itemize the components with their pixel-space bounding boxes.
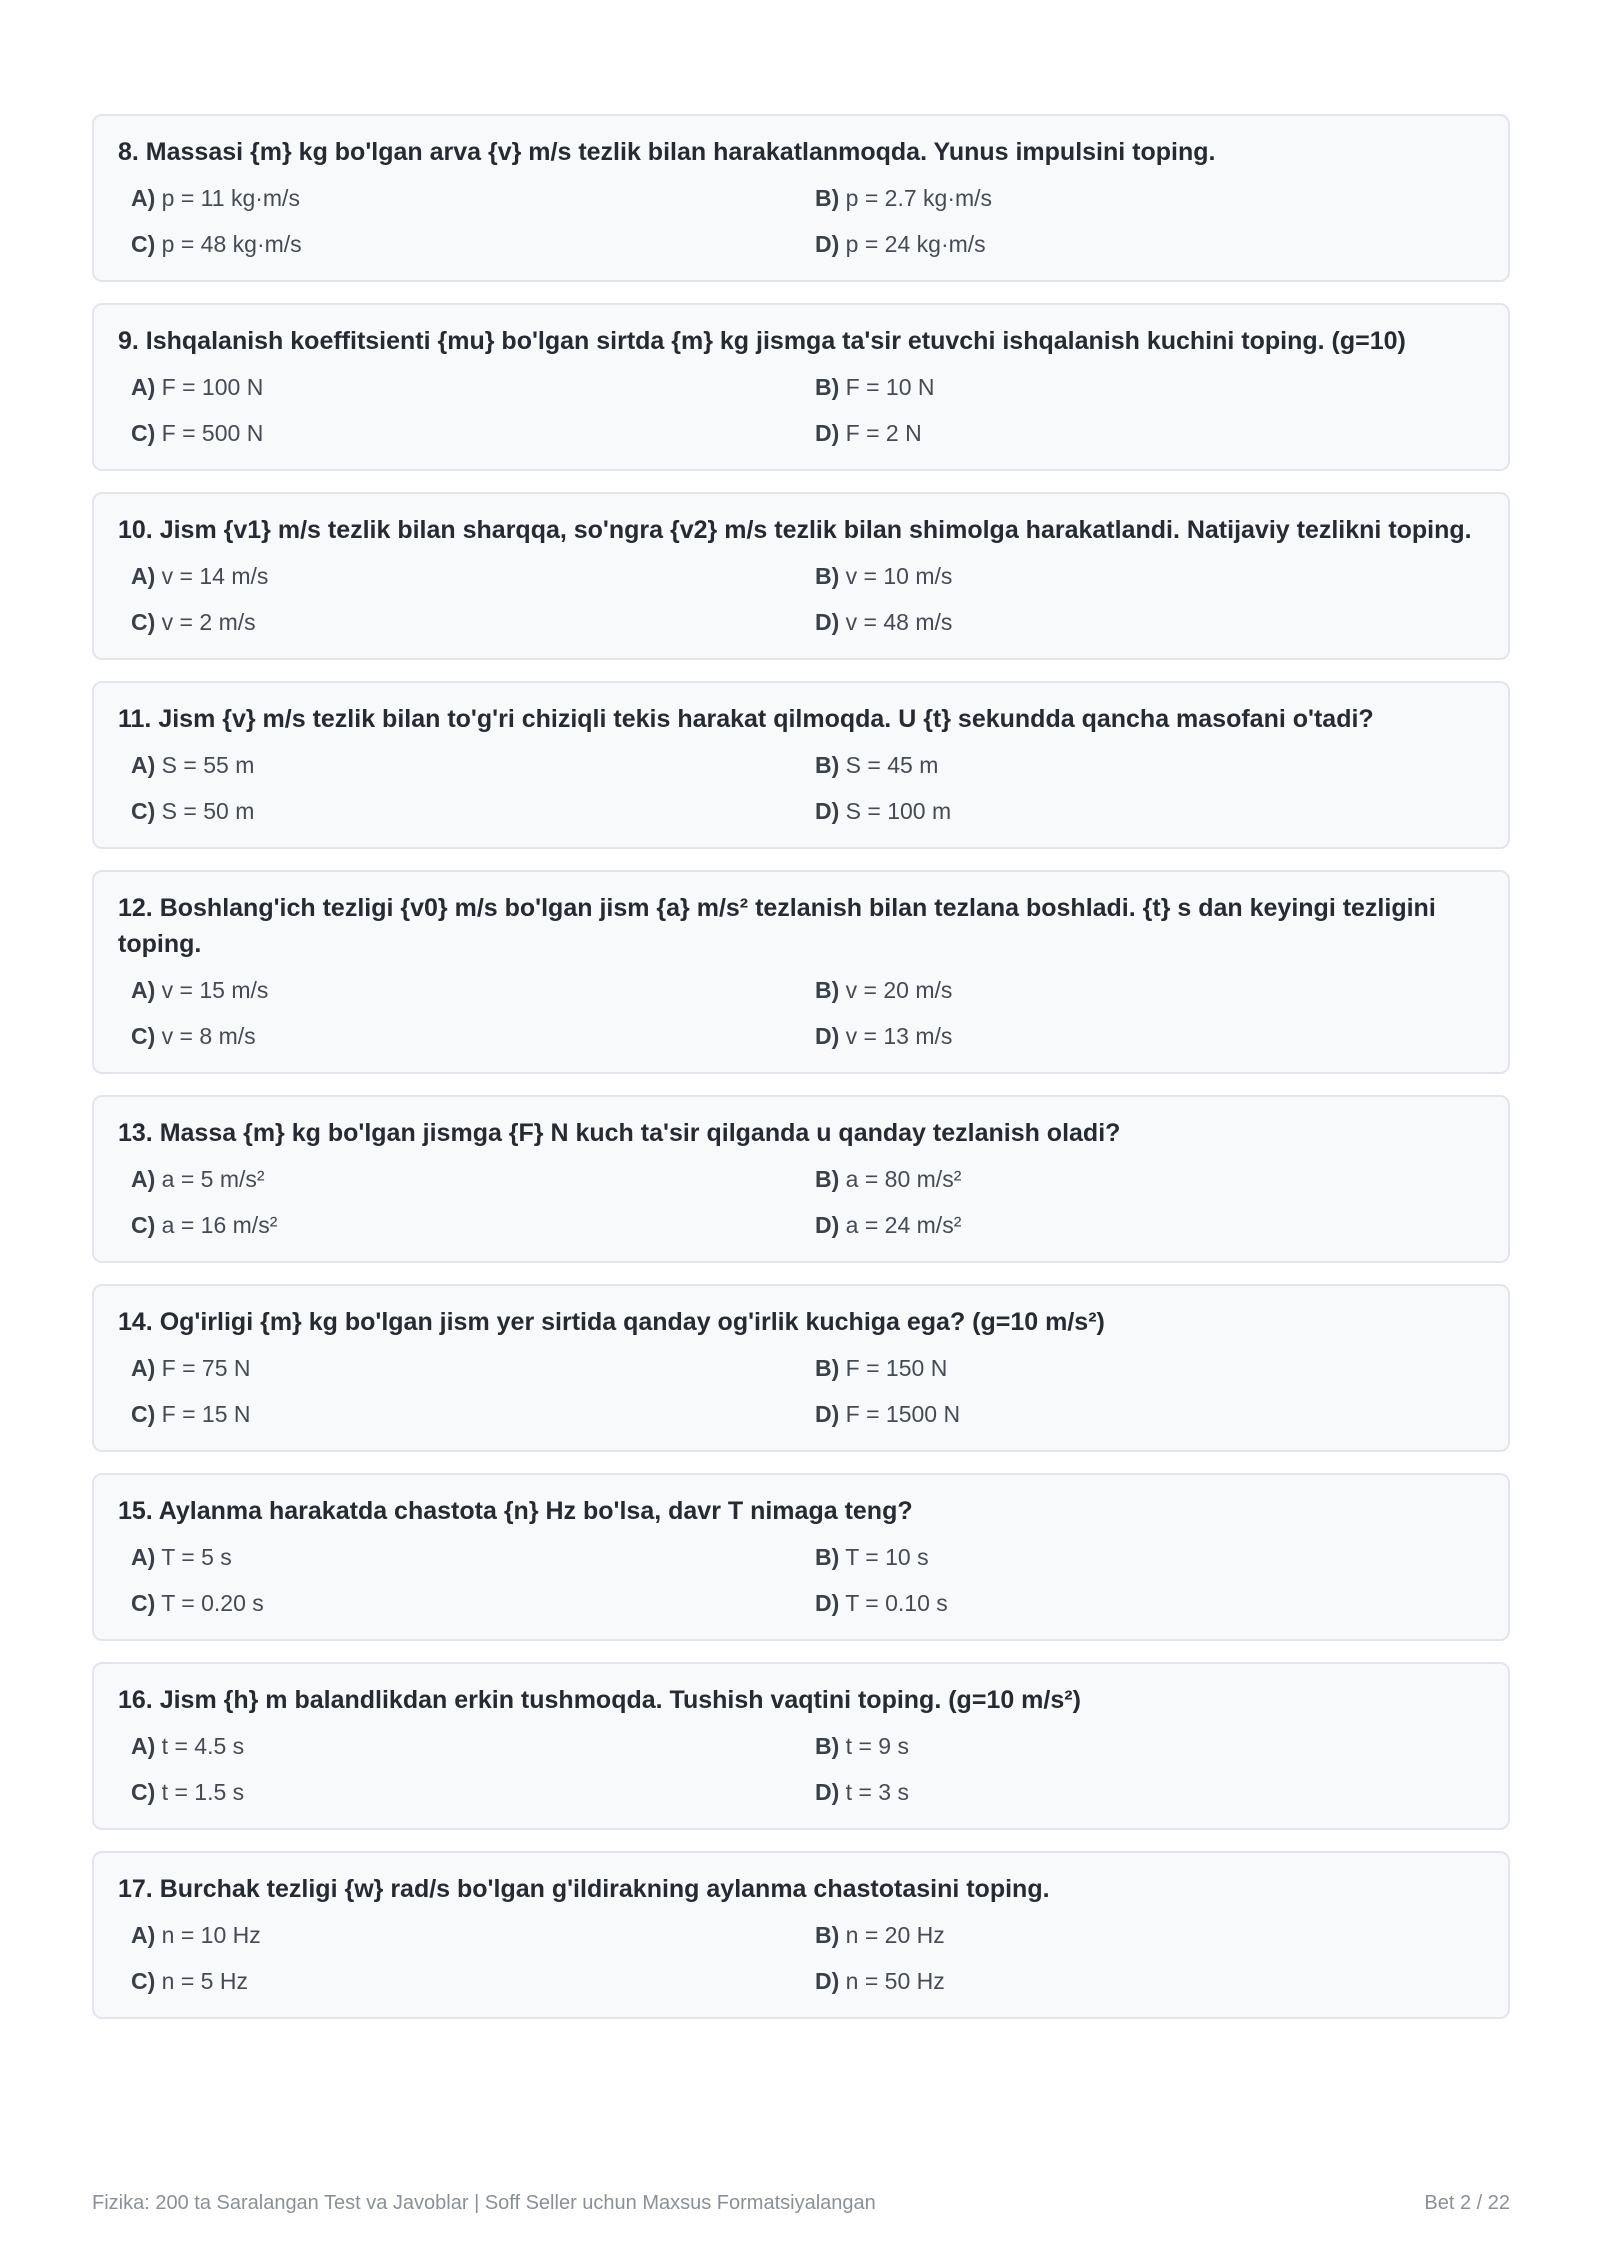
question-text: 11. Jism {v} m/s tezlik bilan to'g'ri chiziqli tekis harakat qilmoqda. U {t} sekundda qancha masofani o'tadi?	[118, 705, 1374, 733]
answer-option	[815, 369, 1482, 405]
option-letter: B)	[815, 977, 840, 1003]
option-letter: D)	[815, 798, 840, 824]
footer-page-number: Bet 2 / 22	[1424, 2192, 1510, 2214]
option-value: v = 8 m/s	[161, 1023, 256, 1049]
option-letter: C)	[131, 1401, 156, 1427]
question-card	[92, 492, 1510, 660]
option-value: n = 20 Hz	[845, 1922, 945, 1948]
answer-option	[131, 558, 815, 594]
option-letter: B)	[815, 1166, 840, 1192]
option-letter: A)	[131, 1166, 156, 1192]
option-value: v = 13 m/s	[845, 1023, 953, 1049]
answer-option	[131, 1774, 815, 1810]
answer-option	[131, 1350, 815, 1386]
option-letter: B)	[815, 374, 840, 400]
answer-option	[815, 747, 1482, 783]
answer-options	[118, 747, 1482, 829]
option-value: S = 50 m	[161, 798, 255, 824]
answer-option	[815, 415, 1482, 451]
question-card	[92, 870, 1510, 1074]
answer-option	[131, 1539, 815, 1575]
option-value: v = 14 m/s	[161, 563, 269, 589]
answer-option	[131, 1963, 815, 1999]
question-card	[92, 114, 1510, 282]
answer-option	[131, 972, 815, 1008]
option-value: n = 10 Hz	[161, 1922, 261, 1948]
answer-options	[118, 972, 1482, 1054]
option-letter: C)	[131, 798, 156, 824]
option-value: t = 1.5 s	[161, 1779, 245, 1805]
answer-option	[815, 1963, 1482, 1999]
option-letter: B)	[815, 1544, 840, 1570]
option-letter: B)	[815, 185, 840, 211]
question-text: 12. Boshlang'ich tezligi {v0} m/s bo'lgan jism {a} m/s² tezlanish bilan tezlana boshladi. {t} s dan keyingi tezligini toping.	[118, 894, 1436, 958]
option-value: v = 2 m/s	[161, 609, 256, 635]
question-text: 14. Og'irligi {m} kg bo'lgan jism yer sirtida qanday og'irlik kuchiga ega? (g=10 m/s²)	[118, 1308, 1105, 1336]
question-text: 8. Massasi {m} kg bo'lgan arva {v} m/s tezlik bilan harakatlanmoqda. Yunus impulsini toping.	[118, 138, 1216, 166]
answer-options	[118, 1917, 1482, 1999]
option-value: S = 100 m	[845, 798, 952, 824]
page-footer	[92, 2192, 1510, 2215]
option-letter: A)	[131, 1544, 156, 1570]
question-card	[92, 303, 1510, 471]
answer-option	[815, 1585, 1482, 1621]
option-letter: B)	[815, 752, 840, 778]
answer-options	[118, 180, 1482, 262]
answer-options	[118, 1539, 1482, 1621]
option-value: F = 15 N	[161, 1401, 251, 1427]
option-letter: D)	[815, 1401, 840, 1427]
option-value: a = 5 m/s²	[161, 1166, 265, 1192]
answer-option	[815, 1539, 1482, 1575]
option-letter: A)	[131, 1922, 156, 1948]
option-letter: C)	[131, 231, 156, 257]
option-letter: C)	[131, 1779, 156, 1805]
answer-option	[815, 1728, 1482, 1764]
option-value: p = 48 kg·m/s	[161, 231, 302, 257]
question-card	[92, 1662, 1510, 1830]
option-letter: D)	[815, 420, 840, 446]
answer-option	[815, 1774, 1482, 1810]
option-value: a = 80 m/s²	[845, 1166, 962, 1192]
answer-option	[131, 415, 815, 451]
question-card	[92, 1851, 1510, 2019]
answer-options	[118, 1350, 1482, 1432]
option-value: v = 15 m/s	[161, 977, 269, 1003]
option-letter: A)	[131, 977, 156, 1003]
option-value: n = 50 Hz	[845, 1968, 945, 1994]
question-text: 15. Aylanma harakatda chastota {n} Hz bo'lsa, davr T nimaga teng?	[118, 1497, 913, 1525]
option-value: F = 10 N	[845, 374, 935, 400]
option-letter: C)	[131, 1590, 156, 1616]
answer-option	[815, 226, 1482, 262]
option-value: p = 11 kg·m/s	[161, 185, 300, 211]
option-value: v = 10 m/s	[845, 563, 953, 589]
answer-option	[815, 180, 1482, 216]
option-letter: C)	[131, 609, 156, 635]
answer-option	[131, 1728, 815, 1764]
question-card	[92, 1284, 1510, 1452]
option-value: T = 0.10 s	[845, 1590, 948, 1616]
answer-option	[131, 1585, 815, 1621]
answer-options	[118, 1161, 1482, 1243]
question-card	[92, 1095, 1510, 1263]
option-value: F = 150 N	[845, 1355, 948, 1381]
question-text: 10. Jism {v1} m/s tezlik bilan sharqqa, so'ngra {v2} m/s tezlik bilan shimolga harakatlandi. Natijaviy tezlikni toping.	[118, 516, 1472, 544]
option-value: T = 0.20 s	[161, 1590, 264, 1616]
option-value: F = 1500 N	[845, 1401, 961, 1427]
option-letter: C)	[131, 420, 156, 446]
answer-option	[815, 604, 1482, 640]
answer-option	[131, 1917, 815, 1953]
option-letter: B)	[815, 1355, 840, 1381]
option-letter: D)	[815, 1212, 840, 1238]
answer-option	[131, 226, 815, 262]
option-value: S = 55 m	[161, 752, 255, 778]
answer-option	[131, 1018, 815, 1054]
option-value: v = 48 m/s	[845, 609, 953, 635]
question-text: 9. Ishqalanish koeffitsienti {mu} bo'lgan sirtda {m} kg jismga ta'sir etuvchi ishqalanish kuchini toping. (g=10)	[118, 327, 1406, 355]
answer-option	[131, 369, 815, 405]
option-letter: A)	[131, 1733, 156, 1759]
option-letter: D)	[815, 1968, 840, 1994]
option-letter: C)	[131, 1212, 156, 1238]
answer-option	[131, 1161, 815, 1197]
answer-option	[815, 1917, 1482, 1953]
option-letter: A)	[131, 374, 156, 400]
answer-option	[815, 1018, 1482, 1054]
answer-option	[815, 1161, 1482, 1197]
answer-options	[118, 369, 1482, 451]
option-value: F = 75 N	[161, 1355, 251, 1381]
option-letter: D)	[815, 1779, 840, 1805]
option-value: F = 100 N	[161, 374, 264, 400]
option-value: t = 3 s	[845, 1779, 909, 1805]
option-value: a = 24 m/s²	[845, 1212, 962, 1238]
option-value: p = 24 kg·m/s	[845, 231, 986, 257]
option-letter: A)	[131, 752, 156, 778]
option-value: F = 2 N	[845, 420, 922, 446]
option-value: S = 45 m	[845, 752, 939, 778]
option-letter: C)	[131, 1023, 156, 1049]
option-letter: A)	[131, 563, 156, 589]
answer-option	[815, 972, 1482, 1008]
option-letter: D)	[815, 231, 840, 257]
question-text: 13. Massa {m} kg bo'lgan jismga {F} N kuch ta'sir qilganda u qanday tezlanish oladi?	[118, 1119, 1121, 1147]
answer-options	[118, 558, 1482, 640]
answer-option	[131, 180, 815, 216]
option-letter: D)	[815, 609, 840, 635]
option-value: t = 9 s	[845, 1733, 909, 1759]
option-letter: A)	[131, 185, 156, 211]
answer-option	[815, 793, 1482, 829]
question-text: 17. Burchak tezligi {w} rad/s bo'lgan g'ildirakning aylanma chastotasini toping.	[118, 1875, 1050, 1903]
option-letter: B)	[815, 563, 840, 589]
option-value: F = 500 N	[161, 420, 264, 446]
question-card	[92, 1473, 1510, 1641]
option-letter: D)	[815, 1023, 840, 1049]
option-value: p = 2.7 kg·m/s	[845, 185, 993, 211]
answer-option	[131, 1207, 815, 1243]
answer-option	[815, 1350, 1482, 1386]
answer-option	[131, 793, 815, 829]
option-value: t = 4.5 s	[161, 1733, 245, 1759]
option-letter: A)	[131, 1355, 156, 1381]
answer-option	[815, 558, 1482, 594]
answer-options	[118, 1728, 1482, 1810]
option-value: n = 5 Hz	[161, 1968, 248, 1994]
option-value: a = 16 m/s²	[161, 1212, 278, 1238]
answer-option	[131, 604, 815, 640]
option-letter: B)	[815, 1922, 840, 1948]
option-value: T = 5 s	[161, 1544, 232, 1570]
option-letter: C)	[131, 1968, 156, 1994]
option-letter: D)	[815, 1590, 840, 1616]
question-card	[92, 681, 1510, 849]
option-value: T = 10 s	[845, 1544, 929, 1570]
answer-option	[815, 1207, 1482, 1243]
question-text: 16. Jism {h} m balandlikdan erkin tushmoqda. Tushish vaqtini toping. (g=10 m/s²)	[118, 1686, 1081, 1714]
footer-document-title: Fizika: 200 ta Saralangan Test va Javoblar | Soff Seller uchun Maxsus Formatsiyalangan	[92, 2192, 876, 2214]
answer-option	[131, 1396, 815, 1432]
question-list	[92, 114, 1510, 2040]
answer-option	[815, 1396, 1482, 1432]
option-value: v = 20 m/s	[845, 977, 953, 1003]
option-letter: B)	[815, 1733, 840, 1759]
answer-option	[131, 747, 815, 783]
